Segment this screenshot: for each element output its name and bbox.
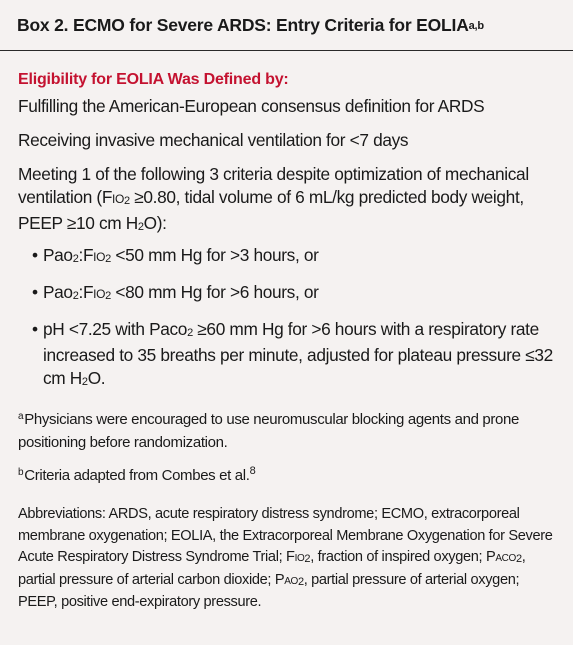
box-title-bar: [0, 0, 573, 51]
list-item: • Pao$_2$:Fio$_2$ <80 mm Hg for >6 hours, or: [32, 281, 555, 307]
criterion-ventilation-duration: Receiving invasive mechanical ventilation for <7 days: [18, 130, 409, 150]
title-footnote-marks: a,b: [468, 19, 484, 32]
abbreviations-note: Abbreviations: ARDS, acute respiratory distress syndrome; ECMO, extracorporeal membrane oxygenation; EOLIA, the Extracorporeal Membrane Oxygenation for Severe Acute Respiratory Distress Syndrome Trial; Fio$_2$, fraction of inspired oxygen; Paco$_2$, partial pressure of arterial carbon dioxide; Pao$_2$, partial pressure of arterial oxygen; PEEP, positive end-expiratory pressure.: [18, 506, 553, 610]
list-item: • Pao$_2$:Fio$_2$ <50 mm Hg for >3 hours, or: [32, 244, 555, 270]
severity-criteria-list: [32, 244, 555, 393]
box-title: Box 2. ECMO for Severe ARDS: Entry Criteria for EOLIA$^{a,b}$: [17, 14, 484, 35]
footnote-b: $^b$Criteria adapted from Combes et al.$^8$: [18, 465, 256, 484]
box-content: [0, 51, 573, 614]
criterion-ards-definition: Fulfilling the American-European consensus definition for ARDS: [18, 96, 485, 116]
criterion-severity: Meeting 1 of the following 3 criteria despite optimization of mechanical ventilation (Fio$_2$ ≥0.80, tidal volume of 6 mL/kg predicted body weight, PEEP ≥10 cm $H_2O$):: [18, 164, 529, 233]
footnote-a: $^a$Physicians were encouraged to use neuromuscular blocking agents and prone positioning before randomization.: [18, 411, 519, 451]
eligibility-heading: Eligibility for EOLIA Was Defined by:: [18, 71, 289, 88]
list-item: • pH <7.25 with Paco$_2$ ≥60 mm Hg for >6 hours with a respiratory rate increased to 35 breaths per minute, adjusted for plateau pressure ≤32 cm $H_2O$.: [32, 318, 555, 393]
